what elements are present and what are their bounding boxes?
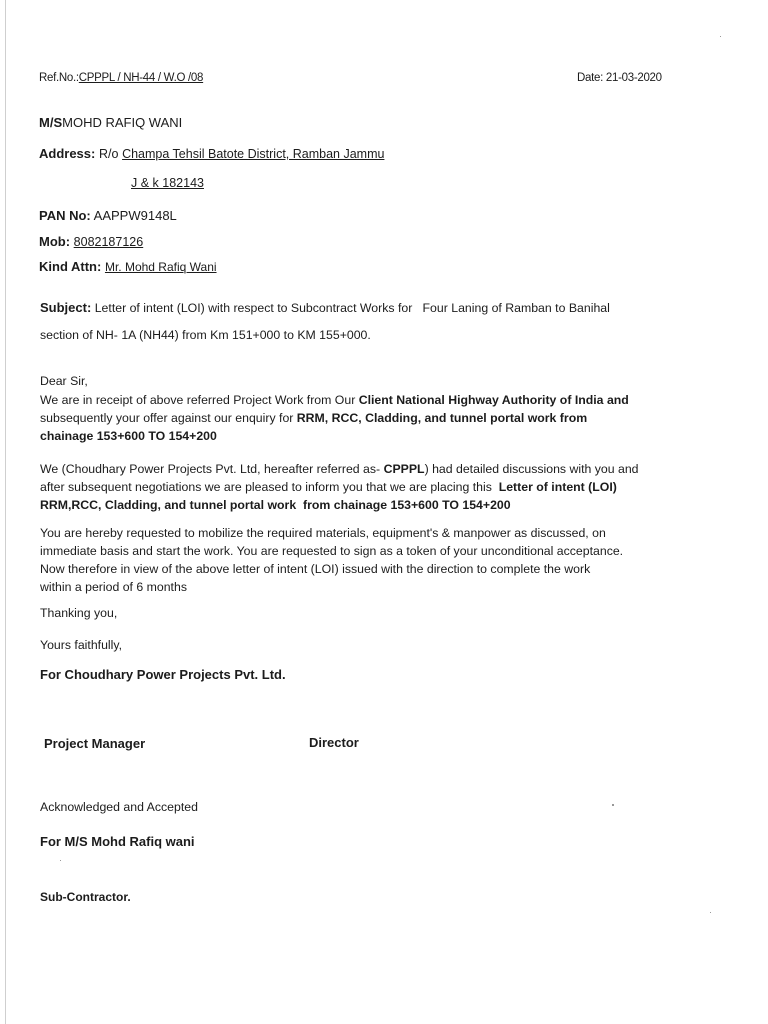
subject-line2: section of NH- 1A (NH44) from Km 151+000 to KM 155+000.: [40, 328, 371, 342]
thanking-you: Thanking you,: [40, 606, 118, 620]
pan-value: AAPPW9148L: [93, 208, 177, 223]
recipient-address: [39, 146, 384, 161]
para3-line2: immediate basis and start the work. You are requested to sign as a token of your unconditional acceptance.: [40, 544, 624, 558]
para3-line1: You are hereby requested to mobilize the required materials, equipment's & manpower as discussed, on: [40, 526, 606, 540]
scan-speck: [612, 804, 614, 806]
scan-speck: [720, 36, 721, 37]
yours-faithfully: Yours faithfully,: [40, 638, 123, 652]
ref-label: Ref.No.:: [39, 72, 79, 84]
salutation: Dear Sir,: [40, 374, 88, 388]
pan-number: [39, 208, 177, 223]
subject-line1: Letter of intent (LOI) with respect to Subcontract Works for Four Laning of Ramban to Banihal: [94, 301, 610, 315]
page-edge: [5, 0, 6, 1024]
para1-line2-text: subsequently your offer against our enquiry for: [40, 411, 297, 425]
para1-line1-bold: Client National Highway Authority of India and: [358, 393, 629, 407]
paragraph-receipt: [40, 391, 712, 445]
para1-line3-bold: chainage 153+600 TO 154+200: [40, 429, 217, 443]
para2-line1-text: We (Choudhary Power Projects Pvt. Ltd, hereafter referred as-: [40, 462, 384, 476]
mobile-number: [39, 234, 143, 249]
para2-line3-bold: RRM,RCC, Cladding, and tunnel portal work from chainage 153+600 TO 154+200: [40, 498, 511, 512]
address-prefix: R/o: [98, 147, 119, 161]
paragraph-mobilize: [40, 524, 712, 596]
attn-label: Kind Attn:: [39, 259, 102, 274]
para1-line1-text: We are in receipt of above referred Project Work from Our: [40, 393, 359, 407]
director-signature: Director: [309, 735, 359, 750]
ref-value: CPPPL / NH-44 / W.O /08: [78, 72, 204, 84]
ms-prefix: M/S: [39, 115, 63, 130]
company-signature-line: For Choudhary Power Projects Pvt. Ltd.: [40, 667, 286, 682]
mob-label: Mob:: [39, 234, 71, 249]
para1-line2-bold: RRM, RCC, Cladding, and tunnel portal work from: [296, 411, 588, 425]
pan-label: PAN No:: [39, 208, 91, 223]
address-line1: Champa Tehsil Batote District, Ramban Jammu: [122, 147, 385, 161]
date-label: Date:: [577, 72, 603, 84]
subcontractor-label: Sub-Contractor.: [40, 890, 131, 904]
kind-attention: [39, 259, 217, 274]
para2-line1-bold: CPPPL: [383, 462, 425, 476]
address-line2: J & k 182143: [131, 176, 204, 190]
subject: [40, 294, 712, 349]
recipient-name: [39, 115, 182, 130]
para2-line2-text: after subsequent negotiations we are pleased to inform you that we are placing this: [40, 480, 499, 494]
subcontractor-signature-line: For M/S Mohd Rafiq wani: [40, 834, 195, 849]
acknowledged-accepted: Acknowledged and Accepted: [40, 800, 198, 814]
paragraph-placement: [40, 460, 712, 514]
project-manager-signature: Project Manager: [44, 736, 146, 751]
date-value: 21-03-2020: [605, 72, 662, 84]
subject-label: Subject:: [40, 300, 92, 315]
para3-line3: Now therefore in view of the above letter of intent (LOI) issued with the direction to complete the work: [40, 562, 591, 576]
reference-number: [39, 72, 203, 84]
scan-speck: [60, 860, 61, 861]
attn-value: Mr. Mohd Rafiq Wani: [104, 260, 217, 274]
para2-line1-post: ) had detailed discussions with you and: [424, 462, 639, 476]
recipient-name-value: MOHD RAFIQ WANI: [62, 115, 183, 130]
letter-date: [577, 72, 662, 84]
para2-line2-bold: Letter of intent (LOI): [498, 480, 617, 494]
address-label: Address:: [39, 146, 96, 161]
para3-line4: within a period of 6 months: [40, 580, 187, 594]
mob-value: 8082187126: [73, 235, 144, 249]
scan-speck: [710, 912, 711, 913]
